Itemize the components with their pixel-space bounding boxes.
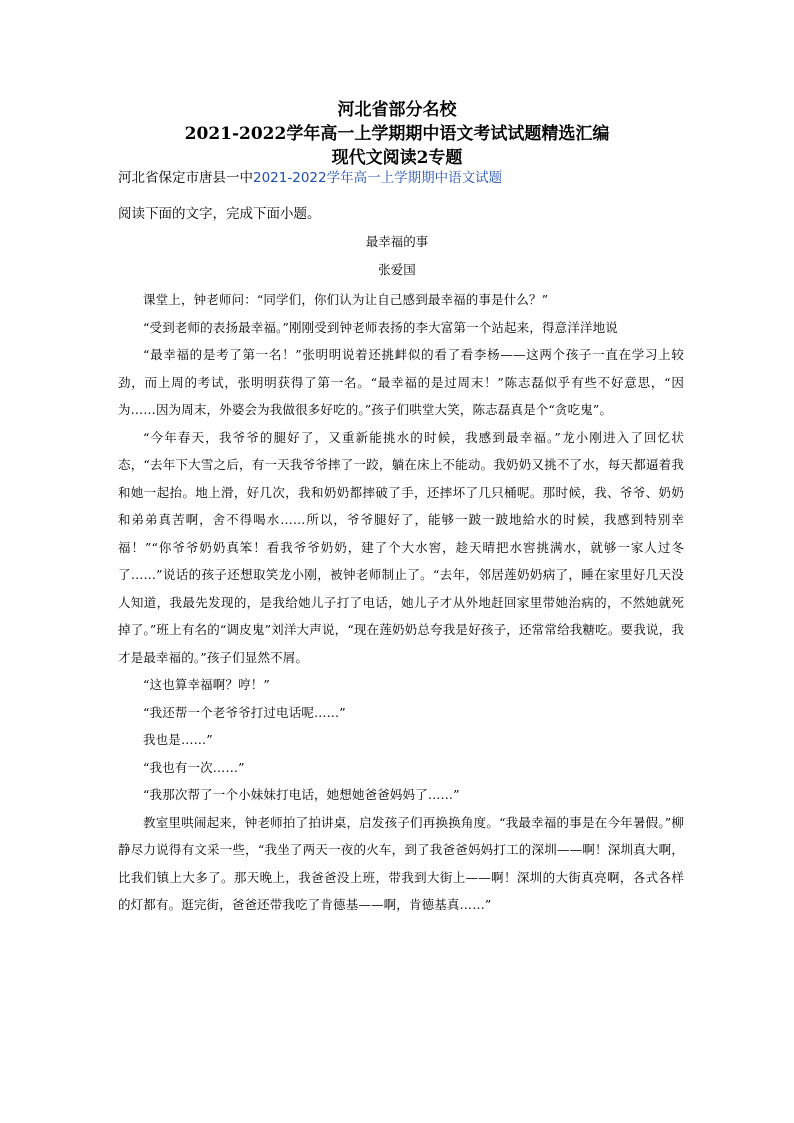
article-paragraph: 我也是……”: [143, 732, 213, 747]
source-line: [118, 169, 502, 187]
article-body: [118, 286, 684, 919]
article-paragraph: “今年春天，我爷爷的腿好了，又重新能挑水的时候，我感到最幸福。”龙小刚进入了回忆状态，“去年下大雪之后，有一天我爷爷摔了一跤，躺在床上不能动。我奶奶又挑不了水，每天都逼着我和她一起抬。地上滑，好几次，我和奶奶都摔破了手，还摔坏了几只桶呢。那时候，我、爷爷、奶奶和弟弟真苦啊，舍不得喝水……所以，爷爷腿好了，能够一跛一跛地給水的时候，我感到特别幸福！”“你爷爷奶奶真笨！看我爷爷奶奶，建了个大水窖，趁天晴把水窖挑满水，就够一家人过冬了……”说话的孩子还想取笑龙小刚，被钟老师制止了。“去年，邻居莲奶奶病了，睡在家里好几天没人知道，我最先发现的，是我给她儿子打了电话，她儿子才从外地赶回家里带她治病的，不然她就死掉了。”班上有名的“调皮鬼”刘洋大声说，“现在莲奶奶总夸我是好孩子，还常常给我糖吃。要我说，我才是最幸福的。”孩子们显然不屑。: [118, 429, 684, 665]
reading-instruction: 阅读下面的文字，完成下面小题。: [118, 206, 321, 222]
article-paragraph: “我也有一次……”: [143, 759, 245, 775]
source-exam: 学年高一上学期期中语文试题: [326, 170, 503, 186]
article-author: 张爱国: [378, 262, 416, 277]
article-paragraph: “我那次帮了一个小妹妹打电话，她想她爸爸妈妈了……”: [143, 787, 460, 802]
article-paragraph: “我还帮一个老爷爷打过电话呢……”: [143, 704, 346, 720]
article-paragraph: 课堂上，钟老师问：“同学们，你们认为让自己感到最幸福的事是什么？”: [143, 292, 549, 307]
article-paragraph: “最幸福的是考了第一名！”张明明说着还挑衅似的看了看李杨——这两个孩子一直在学习上较劲，而上周的考试，张明明获得了第一名。“最幸福的是过周末！”陈志磊似乎有些不好意思，“因为……因为周末，外婆会为我做很多好吃的。”孩子们哄堂大笑，陈志磊真是个“贪吃鬼”。: [118, 347, 684, 417]
article-paragraph: “受到老师的表扬最幸福。”刚刚受到钟老师表扬的李大富第一个站起来，得意洋洋地说: [143, 319, 618, 335]
article-paragraph: “这也算幸福啊？哼！”: [143, 677, 270, 692]
article-title: 最幸福的事: [365, 234, 429, 249]
source-year: 2021-2022: [253, 170, 327, 186]
article-paragraph: 教室里哄闹起来，钟老师拍了拍讲桌，启发孩子们再换换角度。“我最幸福的事是在今年暑假。”柳静尽力说得有文采一些，“我坐了两天一夜的火车，到了我爸爸妈妈打工的深圳——啊！深圳真大啊，比我们镇上大多了。那天晚上，我爸爸没上班，带我到大街上——啊！深圳的大街真亮啊，各式各样的灯都有。逛完街，爸爸还带我吃了肯德基——啊，肯德基真……”: [118, 814, 684, 912]
doc-title-line3: 现代文阅读2专题: [331, 148, 463, 168]
source-school: 河北省保定市唐县一中: [118, 170, 253, 186]
doc-title-line1: 河北省部分名校: [337, 100, 457, 120]
doc-title-line2: 2021-2022学年高一上学期期中语文考试试题精选汇编: [184, 124, 610, 144]
